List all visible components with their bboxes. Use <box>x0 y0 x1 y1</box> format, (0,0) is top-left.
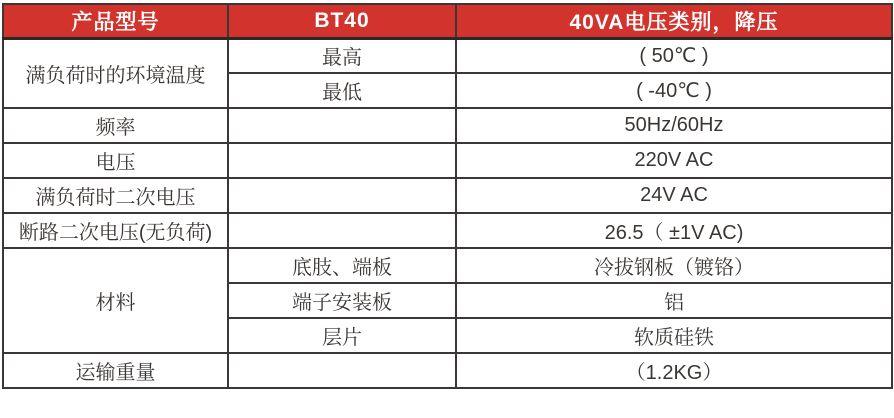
table-row-ambient-temp-max <box>3 38 892 73</box>
header-model-number: BT40 <box>228 4 456 38</box>
sub-label-frequency <box>228 108 456 143</box>
sub-label-voltage <box>228 143 456 178</box>
table-row-material-base <box>3 248 892 283</box>
spec-table-body <box>3 38 892 388</box>
table-row-secondary-voltage-full-load <box>3 178 892 213</box>
value-open-circuit-voltage: 26.5（ ±1V AC) <box>456 213 892 248</box>
sub-label-shipping-weight <box>228 353 456 388</box>
row-label-material: 材料 <box>3 248 228 353</box>
sub-label-base-endplate: 底肢、端板 <box>228 248 456 283</box>
table-row-shipping-weight <box>3 353 892 388</box>
sub-label-open-circuit-voltage <box>228 213 456 248</box>
value-voltage: 220V AC <box>456 143 892 178</box>
sub-label-max: 最高 <box>228 38 456 73</box>
table-row-open-circuit-voltage <box>3 213 892 248</box>
value-secondary-voltage-full-load: 24V AC <box>456 178 892 213</box>
header-row <box>3 4 892 38</box>
value-base-endplate-material: 冷拔钢板（镀铬） <box>456 248 892 283</box>
sub-label-secondary-voltage-full-load <box>228 178 456 213</box>
row-label-shipping-weight: 运输重量 <box>3 353 228 388</box>
row-label-open-circuit-voltage: 断路二次电压(无负荷) <box>3 213 228 248</box>
header-product-model: 产品型号 <box>3 4 228 38</box>
row-label-frequency: 频率 <box>3 108 228 143</box>
value-lamination-material: 软质硅铁 <box>456 318 892 353</box>
table-row-frequency <box>3 108 892 143</box>
row-label-ambient-temp: 满负荷时的环境温度 <box>3 38 228 108</box>
value-shipping-weight: （1.2KG） <box>456 353 892 388</box>
row-label-secondary-voltage-full-load: 满负荷时二次电压 <box>3 178 228 213</box>
value-temp-max: ( 50℃ ) <box>456 38 892 73</box>
spec-table-header <box>3 4 892 38</box>
table-row-voltage <box>3 143 892 178</box>
product-spec-table <box>2 3 893 389</box>
value-frequency: 50Hz/60Hz <box>456 108 892 143</box>
value-terminal-plate-material: 铝 <box>456 283 892 318</box>
sub-label-min: 最低 <box>228 73 456 108</box>
value-temp-min: ( -40℃ ) <box>456 73 892 108</box>
sub-label-lamination: 层片 <box>228 318 456 353</box>
sub-label-terminal-mounting-plate: 端子安装板 <box>228 283 456 318</box>
header-voltage-class: 40VA电压类别，降压 <box>456 4 892 38</box>
row-label-voltage: 电压 <box>3 143 228 178</box>
